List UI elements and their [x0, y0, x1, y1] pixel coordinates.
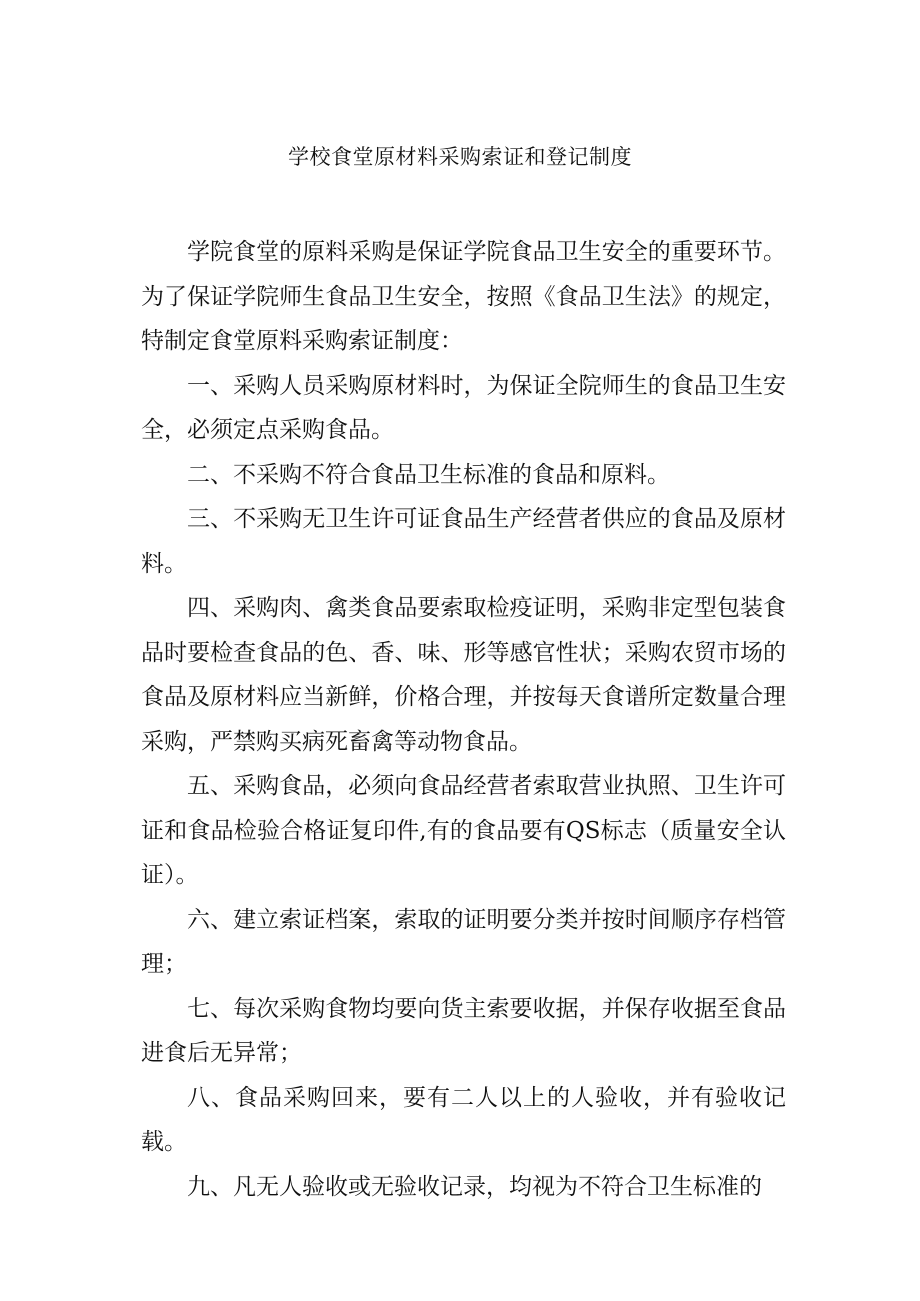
- paragraph-rule-8: 八、食品采购回来，要有二人以上的人验收，并有验收记载。: [141, 1084, 786, 1155]
- paragraph-rule-3: 三、不采购无卫生许可证食品生产经营者供应的食品及原材料。: [141, 506, 786, 577]
- paragraph-rule-5: 五、采购食品，必须向食品经营者索取营业执照、卫生许可证和食品检验合格证复印件,有的食品要有QS标志（质量安全认证）。: [141, 773, 786, 888]
- paragraph-rule-7: 七、每次采购食物均要向货主索要收据，并保存收据至食品进食后无异常；: [141, 995, 786, 1066]
- paragraph-rule-2: 二、不采购不符合食品卫生标准的食品和原料。: [187, 461, 670, 488]
- paragraph-rule-1: 一、采购人员采购原材料时，为保证全院师生的食品卫生安全，必须定点采购食品。: [141, 372, 786, 443]
- paragraph-rule-9: 九、凡无人验收或无验收记录，均视为不符合卫生标准的: [187, 1173, 762, 1200]
- paragraph-rule-4: 四、采购肉、禽类食品要索取检疫证明，采购非定型包装食品时要检查食品的色、香、味、形等感官性状；采购农贸市场的食品及原材料应当新鲜，价格合理，并按每天食谱所定数量合理采购，严禁购买病死畜禽等动物食品。: [141, 595, 786, 755]
- document-body: [141, 230, 786, 1209]
- paragraph-intro: 学院食堂的原料采购是保证学院食品卫生安全的重要环节。为了保证学院师生食品卫生安全，按照《食品卫生法》的规定，特制定食堂原料采购索证制度：: [141, 239, 786, 354]
- paragraph-rule-6: 六、建立索证档案，索取的证明要分类并按时间顺序存档管理；: [141, 906, 786, 977]
- document-title: 学校食堂原材料采购索证和登记制度: [288, 145, 632, 169]
